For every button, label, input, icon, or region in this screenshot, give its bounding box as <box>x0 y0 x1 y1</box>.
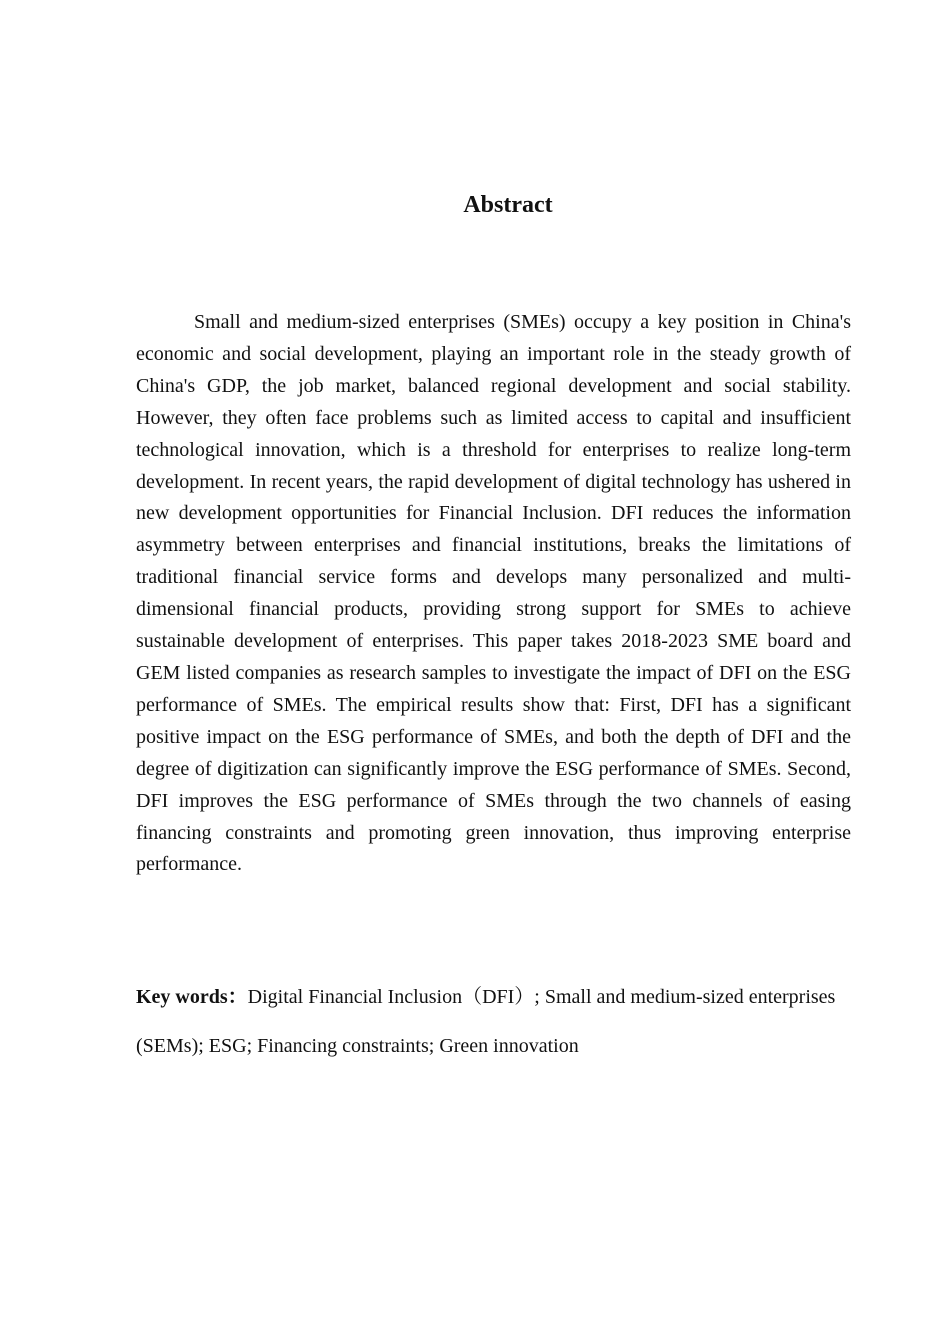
abstract-paragraph: Small and medium-sized enterprises (SMEs) occupy a key position in China's economic and social development, playing an important role in the steady growth of China's GDP, the job market, balanced regional development and social stability. However, they often face problems such as limited access to capital and insufficient technological innovation, which is a threshold for enterprises to realize long-term development. In recent years, the rapid development of digital technology has ushered in new development opportunities for Financial Inclusion. DFI reduces the information asymmetry between enterprises and financial institutions, breaks the limitations of traditional financial service forms and develops many personalized and multi-dimensional financial products, providing strong support for SMEs to achieve sustainable development of enterprises. This paper takes 2018-2023 SME board and GEM listed companies as research samples to investigate the impact of DFI on the ESG performance of SMEs. The empirical results show that: First, DFI has a significant positive impact on the ESG performance of SMEs, and both the depth of DFI and the degree of digitization can significantly improve the ESG performance of SMEs. Second, DFI improves the ESG performance of SMEs through the two channels of easing financing constraints and promoting green innovation, thus improving enterprise performance. <box>136 311 851 876</box>
keywords-section <box>136 973 851 1071</box>
abstract-heading: Abstract <box>463 192 553 218</box>
keywords-label: Key words： <box>136 986 248 1008</box>
keywords-list: Digital Financial Inclusion（DFI）; Small and medium-sized enterprises (SEMs); ESG; Financing constraints; Green innovation <box>136 986 836 1057</box>
